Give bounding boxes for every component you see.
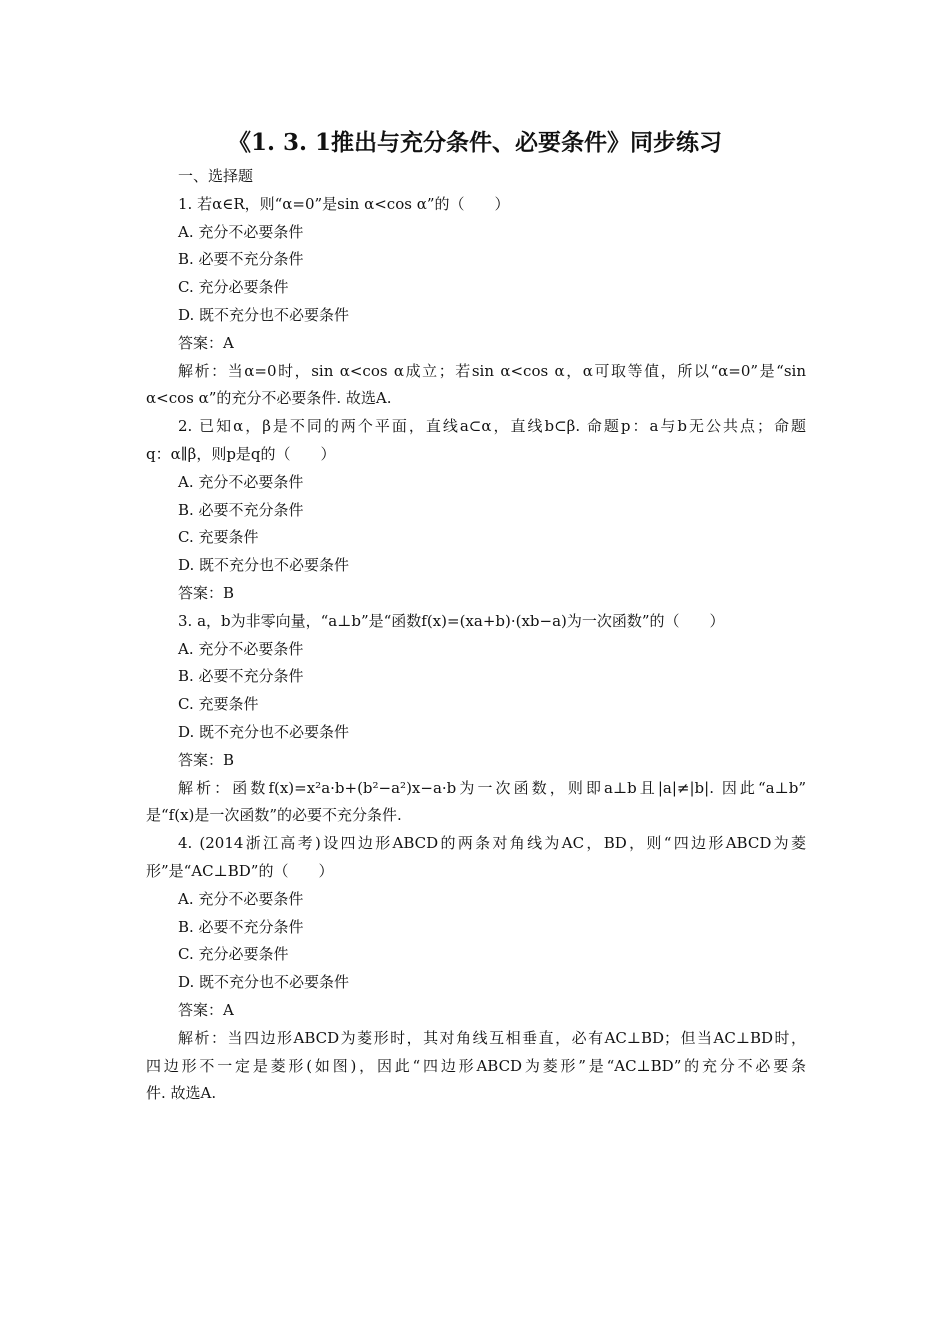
q2-stem-line-1: 2. 已知α，β是不同的两个平面，直线a⊂α，直线b⊂β. 命题p：a与b无公共点；命题 [178,417,806,436]
q4-option-c: C. 充分必要条件 [178,945,289,964]
document-title: 《1. 3. 1推出与充分条件、必要条件》同步练习 [227,129,723,156]
q2-option-a: A. 充分不必要条件 [178,472,304,491]
q4-option-a: A. 充分不必要条件 [178,889,304,908]
q4-explanation-line-1: 解析：当四边形ABCD为菱形时，其对角线互相垂直，必有AC⊥BD；但当AC⊥BD时， [178,1028,806,1047]
q3-option-c: C. 充要条件 [178,695,259,714]
q2-option-c: C. 充要条件 [178,528,259,547]
q3-stem: 3. a，b为非零向量，“a⊥b”是“函数f(x)=(xa+b)·(xb−a)为一次函数”的（ ） [178,611,725,630]
q4-stem-line-2: 形”是“AC⊥BD”的（ ） [146,861,334,880]
q3-option-b: B. 必要不充分条件 [178,667,304,686]
q2-answer: 答案：B [178,583,235,602]
q1-stem: 1. 若α∈R，则“α=0”是sin α<cos α”的（ ） [178,194,510,213]
q4-explanation-line-3: 件. 故选A. [146,1084,217,1103]
q4-option-b: B. 必要不充分条件 [178,917,304,936]
q4-answer: 答案：A [178,1000,234,1019]
q1-option-a: A. 充分不必要条件 [178,222,304,241]
q1-answer: 答案：A [178,333,234,352]
q1-option-b: B. 必要不充分条件 [178,250,304,269]
q1-option-c: C. 充分必要条件 [178,278,289,297]
q2-option-b: B. 必要不充分条件 [178,500,304,519]
section-heading: 一、选择题 [178,167,254,185]
q1-explanation-line-1: 解析：当α=0时，sin α<cos α成立；若sin α<cos α，α可取等值，所以“α=0”是“sin [178,361,806,380]
q3-explanation-line-1: 解析：函数f(x)=x²a·b+(b²−a²)x−a·b为一次函数，则即a⊥b且|a|≠|b|. 因此“a⊥b” [178,778,806,797]
q3-answer: 答案：B [178,750,235,769]
q3-option-a: A. 充分不必要条件 [178,639,304,658]
q1-option-d: D. 既不充分也不必要条件 [178,305,350,324]
q4-stem-line-1: 4. (2014浙江高考)设四边形ABCD的两条对角线为AC，BD，则“四边形ABCD为菱 [178,834,806,853]
q4-explanation-line-2: 四边形不一定是菱形(如图)，因此“四边形ABCD为菱形”是“AC⊥BD”的充分不必要条 [146,1056,806,1075]
document-body [146,163,806,1108]
q1-explanation-line-2: α<cos α”的充分不必要条件. 故选A. [146,389,392,408]
q3-explanation-line-2: 是“f(x)是一次函数”的必要不充分条件. [146,806,402,825]
q2-option-d: D. 既不充分也不必要条件 [178,556,350,575]
q4-option-d: D. 既不充分也不必要条件 [178,973,350,992]
q3-option-d: D. 既不充分也不必要条件 [178,722,350,741]
q2-stem-line-2: q：α∥β，则p是q的（ ） [146,444,336,463]
